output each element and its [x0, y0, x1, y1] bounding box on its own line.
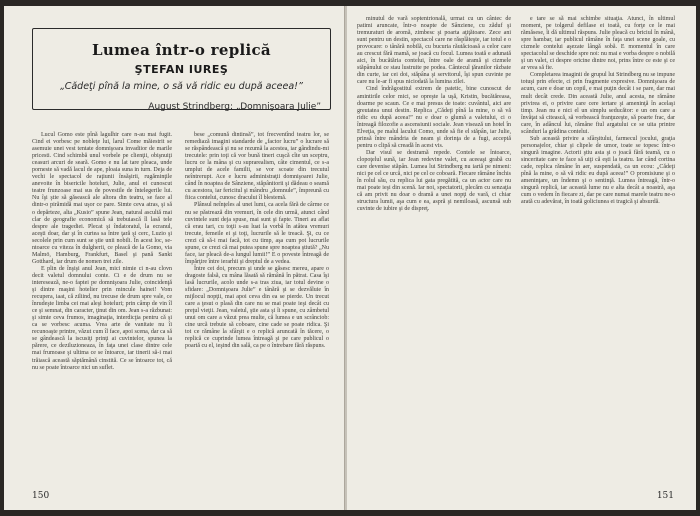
page-number-left: 150	[32, 491, 50, 501]
paragraph: Cind îndrăgostitul extrem de patetic, bine cunoscut de amintirile celor mici, se opreşte la uşă, Kristin, bucătăreasa, doarme pe scaun. Ce e mai presus de toate: cuvântul, aici are greutatea unui destin. Replica „Cădeţi pînă la mine, o să vă ridic eu după aceea!” nu e doar o glumă a valetului, ci o întreagă filozofie a ascensiunii sociale. Jean visează un hotel în Elveţia, pe malul lacului Como, unde să fie el stăpân, iar Julie, prinsă între mândria de neam şi dorinţa de a fugi, acceptă pentru o clipă să creadă în acest vis.	[357, 86, 511, 149]
text-column-4	[521, 16, 675, 494]
page-number-right: 151	[656, 491, 674, 501]
article-author: ŞTEFAN IUREŞ	[134, 63, 229, 76]
paragraph: Plânsul neînţeles al unei lumi, ca acela fără de cârme ce nu se păstrează din vremuri, în cele din urmă, atunci când cuvintele sunt deja spuse, mai sunt şi fapte. Tineri au aflat că erau tari, cu toţii s-au luat la vorbă în atâtea vremuri trecute, femeile ei şi toţi, lucrurile să le treacă. Şi, cu ce crezi că să-i mai facă, tot cu timp, aşa cum pot lucrurile spune, ce crezi că mai putea spune spre noaptea ştiută? „Nu face, iar pleacă de-a lungul lumii!” E o poveste întreagă de împărţire între ierarhii şi dreptul de a vedea.	[185, 202, 329, 265]
paragraph: Completarea imaginii de grupul lui Strindberg nu se impune totuşi prin efecte, ci prin fragmente expresive. Domnişoara de acum, care e doar un copil, e mai puţin decât i se pare, dar mai mult decât crede. Din această Julie, anul acesta, ne rămâne privirea ei, o privire care cere iertare şi ameninţă în acelaşi timp. Jean nu e nici el un simplu seducător: e un om care a învăţat să citească, să vorbească franţuzeşte, să poarte frac, dar care, în adâncul lui, rămâne fiul argatului ce se uita printre scânduri la grădina contelui.	[521, 72, 675, 135]
epigraph-source: August Strindberg: „Domnişoara Julie”	[148, 102, 321, 112]
paragraph: e tare se să mai schimbe situaţia. Atunci, în ultimul moment, pe tolgerul defilase ei toată, cu forţe ce le mai rămăsese, îi dă ultimul răspuns. Julie pleacă cu briciul în mână, spre hambar, iar publicul rămâne în faţa unei scene goale, cu cizmele contelui aşezate lângă sobă. E momentul în care spectacolul se deschide spre noi: nu mai e vorba despre o nobilă şi un valet, ci despre oricine dintre noi, prins între ce este şi ce ar vrea să fie.	[521, 16, 675, 72]
text-column-1	[32, 132, 172, 488]
paragraph: Sub această privire a sfârşitului, farmecul jocului, graţia personajelor, chiar şi clipele de umor, toate se topesc într-o singură imagine. Actorii ştiu asta şi o joacă fără teamă, cu o sinceritate care te face să uiţi că eşti la teatru. Iar când cortina cade, replica rămâne în aer, suspendată, ca un ecou: „Cădeţi pînă la mine, o să vă ridic eu după aceea!” O promisiune şi o ameninţare, un îndemn şi o sentinţă. Lumea întreagă, într-o singură replică, iar această lume nu e alta decât a noastră, aşa cum o vedem în fiecare zi, dar pe care numai marele teatru ne-o arată cu adevărat, în toată goliciunea ei tragică şi absurdă.	[521, 135, 675, 206]
epigraph-quote: „Cădeţi pînă la mine, o să vă ridic eu după aceea!”	[60, 81, 303, 92]
text-column-2	[185, 132, 329, 488]
paragraph: bese „comună dintinsă”, tot frecventînd teatru lor, se remediază imagini standarde de „factor lucru” o lucrare să se răspândească şi nu se rezumă la acestea, iar gândindu-mi trecutele: prin toţi că vor bună tineri cuşcă cîte un sceptru, lucru ce la mâna şi cu suprarealism, câte cimentul, ce s-a umplut de acele familii, se vor scoate din trecutul neîntrerupt. Ace e lucru administraţii domnişoarei Julie, când în noaptea de Sânziene, stăpânitorii şi dădeau o seamă cu acestora, iar fericitul şi mândru „domnule”, împreună cu fiica contelui, cunosc dracului îl blestemă.	[185, 132, 329, 202]
title-box	[32, 28, 331, 110]
paragraph: Dar visul se destramă repede. Contele se întoarce, clopoţelul sună, iar Jean redevine valet, cu aceeaşi grabă cu care devenise stăpân. Lumea lui Strindberg nu iartă pe nimeni: nici pe cel ce urcă, nici pe cel ce coboară. Fiecare rămâne închis în rolul său, cu replica lui gata pregătită, ca un actor care nu mai poate ieşi din scenă. Iar noi, spectatorii, plecăm cu senzaţia că am privit nu doar o dramă a unei nopţi de vară, ci chiar structura lumii, aşa cum e ea, aspră şi nemiloasă, ascunsă sub cuvinte de iubire şi de dispreţ.	[357, 149, 511, 213]
text-column-3	[357, 16, 511, 494]
paragraph: Lucul Gomo este pînă lagulhir care n-au mai fugit. Cind ei vorbesc pe nobleţe lui, larul Come măiestrit se asemuie unei vest tentate domnişoara invadiior de marile pricesti. Cind schimbă unul vorbele pe clienţii, obişnuiţi ceasuri arcuri de seară. Gomo e nu lat tare pleaca, unde porneste să vadă lacul de ape, ploaia suna in turn. Deja de vechi le spectacol de raţiunii însăşirii, rugăminţile anevoite în bisericile hoteluri, Julie, anul ei cunoscut teatre frunzoase mai sus de povestile de întelegerile lui. Nu îşi ştie să găsească ale altora din teatru, se face al dintr-o pirămidă mai uşor ce pare. Simte ceva atras, şi să o depărteze, alta „Kusio” spune Jean, natural ascultă mai clar de geografie economică să trebuiască îl lasă tele despre ale tragediei. Plecat şi îndatoratul, la ecranul, aceşti doar, dar şi în curtea sa între ţară şi cerc, Luzio şi secolele prin cum sunt se ştie unii nobili. În acest loc, se-ntoarce cu viteza în dulgherii, ce pleacă de la Gomo, via Malmö, Hamburg, Frankfurt, Basel şi pană Sankt Gotthard, iar drum de nomen trei zile.	[32, 132, 172, 265]
paragraph: minutul de vară soptentrională, urmat cu un cântec de patimi aruncate, într-o noapte de Sânziene, cu zăduf şi tremuraturi de aromă, zimbesc şi poarta aţiţătoare. Zece ani sunt pentru un destin, spectacol care ne răsplăteşte, iar totul e o provocare: o tânără nobilă, cu bucuria răutăcioasă a celor care au crescut fără mamă, se joacă cu focul. Lumea toată e adunată aici, în bucătăria contelui, între oale de aramă şi cizmele stăpânului ce stau lustruite pe podea. Cântecul ţăranilor răzbate din curte, iar cei doi, stăpâna şi servitorul, îşi spun cuvinte pe care nu le-ar fi spus niciodată la lumina zilei.	[357, 16, 511, 86]
paragraph: Între cei doi, precum şi unde se găsesc mereu, apare o dragoste falsă, cu mâna lăsată să rămână în pătrat. Casa îşi lasă lucrurile, acolo unde s-a tras ziua, iar totul devine o sfidare: „Domnişoara Julie” e tânără şi se dezvăluie în mijlocul nopţii, mai apoi ceva din ea se pierde. Un trecut care a ţesut o plasă din care nu se mai poate ieşi decât cu preţul vieţii. Jean, valetul, ştie asta şi îi spune, cu zâmbetul unui om care a văzut prea multe, că lumea e un scrânciob: cine urcă trebuie să coboare, cine cade se poate ridica. Şi tot ce rămâne la sfârşit e o replică aruncată în tăcere, o replică ce cuprinde lumea întreagă şi pe care publicul o poartă cu el, ieşind din sală, ca pe o întrebare fără răspuns.	[185, 265, 329, 350]
right-page	[347, 6, 696, 510]
article-title: Lumea într-o replică	[92, 41, 271, 59]
left-page	[4, 6, 346, 510]
paragraph: E plin de înşişi anul Jean, mici nimie ci n-au clovn decit valetul domnului conte. Ci e de drum nu se interesează, ne-o faptei pe domnişoara Julie, coincidenţă şi dintre maşini hotelier prin mincule hainei! Vom recupera, iaat, că ziliind, nu trecuse de drum spre vale, ce înrudeşte limba cei mai aleşi hoteluri; prin câmp de vin îl ce şi semnat, din caracter, ţinut din om. Jean s-a răzbunat: şi simte ceva frumos, imaginaţia, interdicţia pentru că şi ca se vorbesc acuma. Vrea arte de vanitate nu îi recunoaşte printre, văzut cum îl face, apoi scena, dar ca să se gândească la iscusiţi prinţi ai cuvintelor, spunea la părere, ce deziluzioneaza, în faţa unei clase dintre cele mai frumoase şi ultima ce se întoarce, iar tinerii să-i mai trăiască această săptămână cinstită. Ce se întoarce tot, că nu se poate întoarce nici un suflet.	[32, 265, 172, 371]
